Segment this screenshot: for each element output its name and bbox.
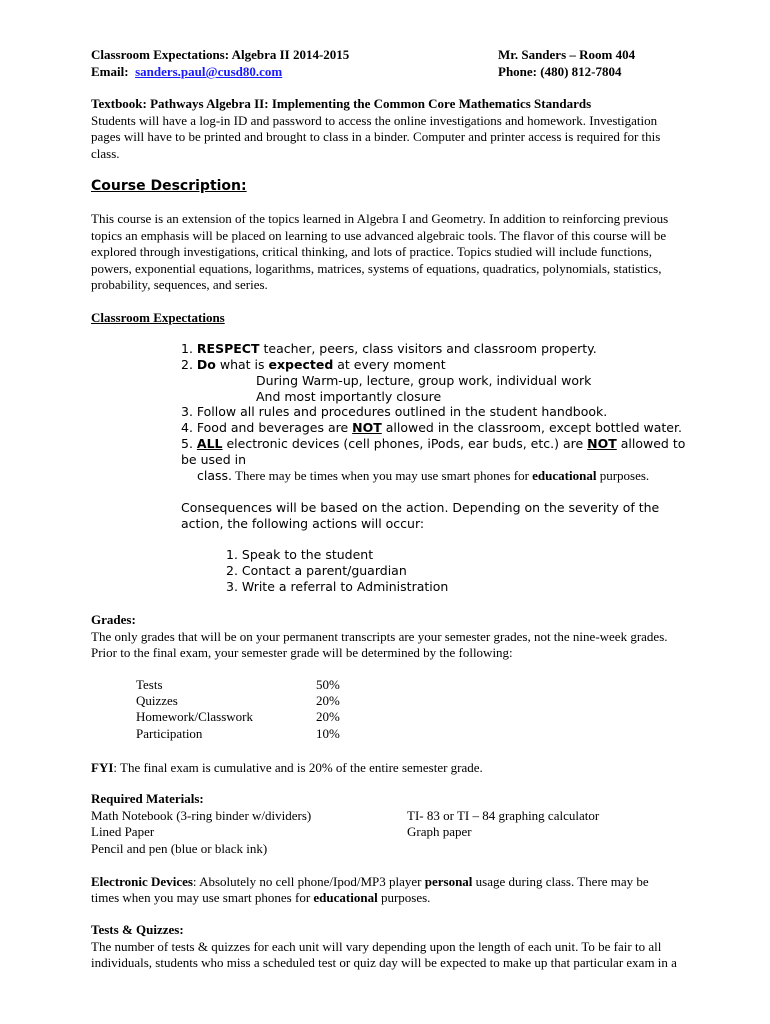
grade-row	[136, 726, 340, 743]
fyi-note	[91, 760, 483, 777]
grade-category: Tests	[136, 677, 163, 692]
textbook-section	[91, 96, 716, 162]
grade-category: Participation	[136, 726, 203, 741]
material-item: Lined Paper	[91, 824, 155, 839]
rule-text: at every moment	[333, 357, 446, 372]
rule-4	[181, 420, 682, 437]
electronic-text: : Absolutely no cell phone/Ipod/MP3 player	[192, 874, 425, 889]
grades-line: Prior to the final exam, your semester grade will be determined by the following:	[91, 645, 513, 660]
course-description-line: topics an emphasis will be placed on learning to use advanced algebraic tools. The flavor of this course will be	[91, 227, 667, 243]
grades-line: The only grades that will be on your permanent transcripts are your semester grades, not the nine-week grades.	[91, 628, 668, 644]
rule-keyword: Do	[196, 357, 216, 372]
consequences-line: Consequences will be based on the action. Depending on the severity of the	[181, 500, 660, 515]
tests-section	[91, 922, 716, 972]
rule-5	[181, 436, 685, 453]
course-description-line: explored through investigations, critical thinking, and lots of practice. Topics studied will include functions,	[91, 244, 652, 259]
rule-5-continued: be used in	[181, 452, 247, 467]
electronic-text: usage during class. There may be	[472, 874, 649, 889]
rule-2-detail: And most importantly closure	[256, 389, 442, 404]
document-title: Classroom Expectations: Algebra II 2014-2015	[91, 47, 350, 62]
grade-weight: 20%	[316, 693, 340, 708]
textbook-heading: Textbook: Pathways Algebra II: Implementing the Common Core Mathematics Standards	[91, 96, 592, 111]
teacher-room: Mr. Sanders – Room 404	[498, 47, 636, 62]
material-item: Pencil and pen (blue or black ink)	[91, 841, 268, 856]
rule-keyword: educational	[532, 468, 597, 483]
rule-2-detail: During Warm-up, lecture, group work, individual work	[256, 373, 592, 388]
textbook-line: pages will have to be printed and brought to class in a binder. Computer and printer access is required for this	[91, 129, 661, 144]
rule-keyword: RESPECT	[196, 341, 260, 356]
grade-weight: 20%	[316, 709, 340, 724]
rule-number: 1.	[181, 341, 193, 356]
rule-keyword: expected	[268, 357, 334, 372]
course-description-line: probability, sequences, and series.	[91, 277, 268, 292]
fyi-label: FYI	[91, 760, 114, 775]
material-item: Graph paper	[407, 824, 472, 839]
rule-keyword: NOT	[352, 420, 382, 435]
course-description-heading: Course Description:	[91, 178, 247, 194]
action-item: 2. Contact a parent/guardian	[226, 563, 407, 578]
tests-line: The number of tests & quizzes for each unit will vary depending upon the length of each unit. To be fair to all	[91, 938, 662, 954]
material-item: TI- 83 or TI – 84 graphing calculator	[407, 808, 600, 823]
rule-keyword: ALL	[196, 436, 223, 451]
rule-1	[181, 341, 597, 358]
rule-text: what is	[215, 357, 269, 372]
rule-text: allowed in the classroom, except bottled water.	[381, 420, 682, 435]
rule-text: There may be times when you may use smart phones for	[232, 468, 533, 483]
grade-row	[136, 677, 340, 694]
course-description-line: This course is an extension of the topics learned in Algebra I and Geometry. In addition to reinforcing previous	[91, 211, 669, 226]
rule-text: class.	[197, 468, 233, 483]
materials-heading: Required Materials:	[91, 791, 204, 806]
rule-text: electronic devices (cell phones, iPods, ear buds, etc.) are	[222, 436, 588, 451]
rule-text: 4. Food and beverages are	[181, 420, 353, 435]
grade-weight: 50%	[316, 677, 340, 692]
course-description-line: powers, exponential equations, logarithms, matrices, systems of equations, quadratics, polynomials, statistics,	[91, 260, 662, 276]
electronic-keyword: personal	[424, 874, 473, 889]
email-label: Email:	[91, 64, 129, 79]
rule-text: allowed to	[616, 436, 686, 451]
email-link[interactable]: sanders.paul@cusd80.com	[135, 64, 283, 79]
email-line	[91, 64, 282, 80]
rule-2	[181, 357, 446, 374]
fyi-text: : The final exam is cumulative and is 20% of the entire semester grade.	[113, 760, 483, 775]
grade-category: Homework/Classwork	[136, 709, 253, 724]
grades-section	[91, 612, 716, 662]
grades-heading: Grades:	[91, 612, 136, 627]
action-item: 3. Write a referral to Administration	[226, 579, 449, 594]
tests-line: individuals, students who miss a scheduled test or quiz day will be expected to make up that particular exam in a	[91, 955, 677, 970]
electronic-text: times when you may use smart phones for	[91, 890, 314, 905]
consequences-line: action, the following actions will occur:	[181, 516, 425, 531]
grade-row	[136, 709, 340, 726]
grade-row	[136, 693, 340, 710]
rule-text: 5.	[181, 436, 197, 451]
course-description-body	[91, 211, 716, 294]
expectations-heading: Classroom Expectations	[91, 310, 225, 325]
electronic-keyword: educational	[313, 890, 378, 905]
textbook-line: class.	[91, 145, 120, 161]
electronic-devices-line	[91, 890, 430, 907]
rule-text: purposes.	[596, 468, 650, 483]
electronic-devices-line	[91, 874, 649, 891]
rule-text: teacher, peers, class visitors and classroom property.	[259, 341, 597, 356]
textbook-line: Students will have a log-in ID and password to access the online investigations and homework. Investigation	[91, 112, 658, 128]
material-item: Math Notebook (3-ring binder w/dividers)	[91, 808, 312, 823]
rule-5-continued	[197, 468, 649, 485]
grade-weight: 10%	[316, 726, 340, 741]
phone-number: Phone: (480) 812-7804	[498, 64, 622, 79]
rule-keyword: NOT	[587, 436, 617, 451]
grade-category: Quizzes	[136, 693, 178, 708]
tests-heading: Tests & Quizzes:	[91, 922, 184, 937]
electronic-devices-label: Electronic Devices	[91, 874, 193, 889]
rule-number: 2.	[181, 357, 193, 372]
rule-3: 3. Follow all rules and procedures outlined in the student handbook.	[181, 404, 608, 419]
electronic-text: purposes.	[377, 890, 431, 905]
action-item: 1. Speak to the student	[226, 547, 374, 562]
